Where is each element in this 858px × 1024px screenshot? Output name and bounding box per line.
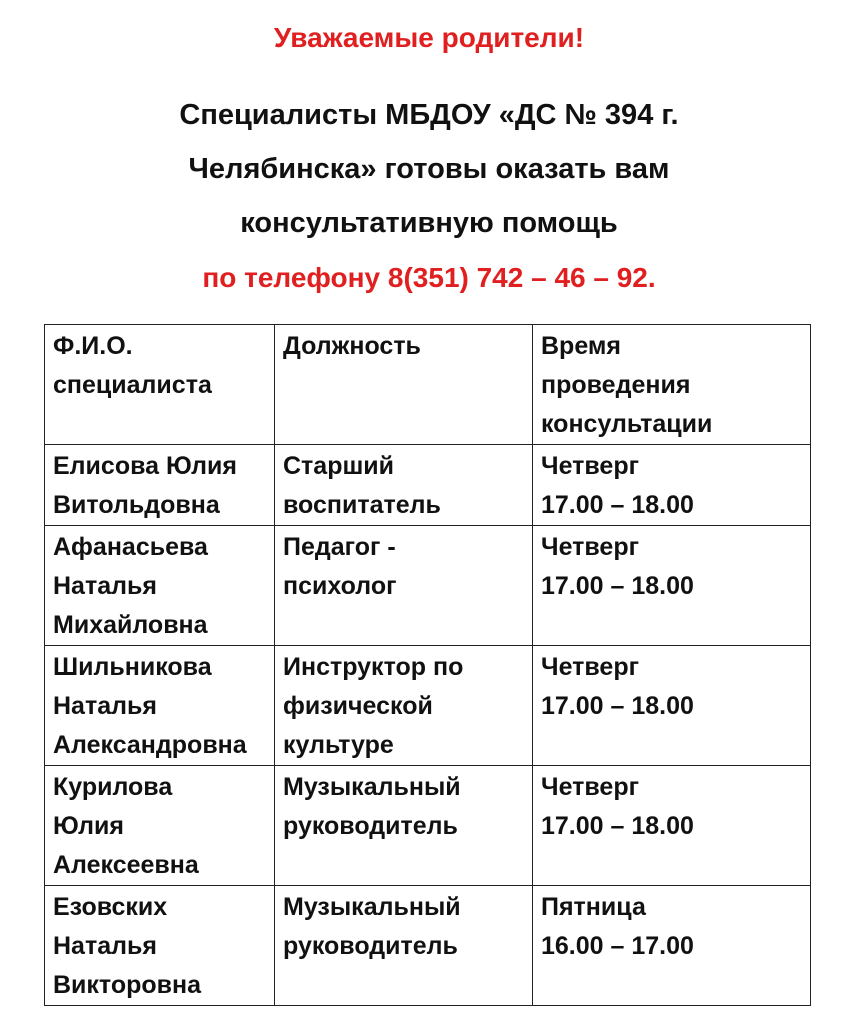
specialist-position-cell: Музыкальный руководитель <box>275 886 533 1006</box>
specialist-name-cell: Шильникова Наталья Александровна <box>45 646 275 766</box>
phone-line: по телефону 8(351) 742 – 46 – 92. <box>202 262 656 293</box>
specialist-name-cell: Афанасьева Наталья Михайловна <box>45 526 275 646</box>
specialist-name-cell: Езовских Наталья Викторовна <box>45 886 275 1006</box>
consultation-time-cell: Четверг 17.00 – 18.00 <box>533 646 811 766</box>
greeting-heading: Уважаемые родители! <box>273 22 585 53</box>
intro-line: Специалисты МБДОУ «ДС № 394 г. <box>179 99 679 131</box>
column-header-position: Должность <box>275 325 533 445</box>
consultation-time-cell: Четверг 17.00 – 18.00 <box>533 766 811 886</box>
column-header-name: Ф.И.О. специалиста <box>45 325 275 445</box>
table-header-row <box>45 325 811 445</box>
table-row <box>45 445 811 526</box>
intro-line: Челябинска» готовы оказать вам <box>188 153 670 185</box>
specialists-table <box>44 324 811 1006</box>
specialist-position-cell: Старший воспитатель <box>275 445 533 526</box>
table-row <box>45 766 811 886</box>
specialist-position-cell: Инструктор по физической культуре <box>275 646 533 766</box>
table-row <box>45 526 811 646</box>
consultation-time-cell: Четверг 17.00 – 18.00 <box>533 526 811 646</box>
specialist-name-cell: Курилова Юлия Алексеевна <box>45 766 275 886</box>
consultation-time-cell: Четверг 17.00 – 18.00 <box>533 445 811 526</box>
consultation-time-cell: Пятница 16.00 – 17.00 <box>533 886 811 1006</box>
intro-text <box>0 88 858 250</box>
specialist-position-cell: Музыкальный руководитель <box>275 766 533 886</box>
table-row <box>45 886 811 1006</box>
table-row <box>45 646 811 766</box>
specialist-name-cell: Елисова Юлия Витольдовна <box>45 445 275 526</box>
intro-line: консультативную помощь <box>240 207 618 239</box>
specialist-position-cell: Педагог - психолог <box>275 526 533 646</box>
column-header-time: Время проведения консультации <box>533 325 811 445</box>
